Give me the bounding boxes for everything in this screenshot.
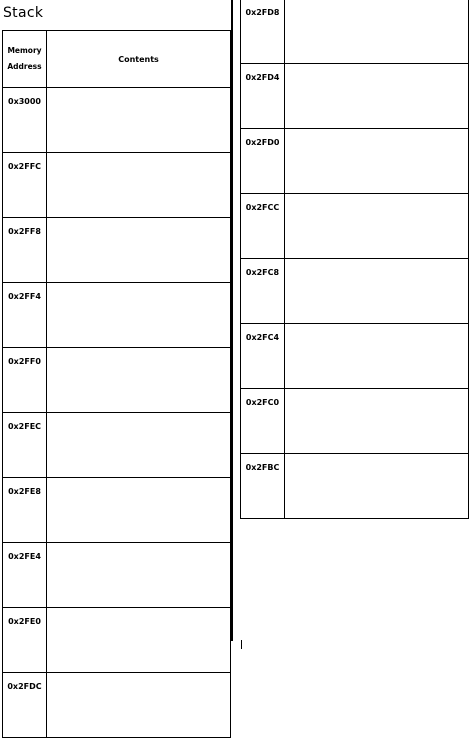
contents-cell[interactable] (285, 64, 469, 129)
table-row (3, 478, 231, 543)
memory-address-cell: 0x2FFC (3, 153, 47, 218)
table-row (241, 0, 469, 64)
contents-cell[interactable] (47, 608, 231, 673)
table-row (3, 153, 231, 218)
memory-address-cell: 0x2FC4 (241, 324, 285, 389)
memory-address-cell: 0x2FCC (241, 194, 285, 259)
contents-cell[interactable] (285, 324, 469, 389)
memory-address-cell: 0x2FF8 (3, 218, 47, 283)
contents-header: Contents (47, 31, 231, 88)
memory-address-cell: 0x2FE8 (3, 478, 47, 543)
table-row (241, 129, 469, 194)
contents-cell[interactable] (47, 88, 231, 153)
memory-address-cell: 0x3000 (3, 88, 47, 153)
table-row (3, 413, 231, 478)
memory-address-cell: 0x2FEC (3, 413, 47, 478)
contents-cell[interactable] (285, 194, 469, 259)
memory-address-cell: 0x2FF4 (3, 283, 47, 348)
contents-cell[interactable] (285, 129, 469, 194)
table-row (241, 64, 469, 129)
memory-address-cell: 0x2FD4 (241, 64, 285, 129)
memory-address-header (3, 31, 47, 88)
contents-cell[interactable] (47, 218, 231, 283)
table-row (241, 389, 469, 454)
table-row (241, 454, 469, 519)
stack-table-right (240, 0, 469, 519)
table-row (241, 324, 469, 389)
table-row (241, 194, 469, 259)
memory-address-cell: 0x2FDC (3, 673, 47, 738)
contents-cell[interactable] (285, 389, 469, 454)
memory-address-cell: 0x2FE4 (3, 543, 47, 608)
memory-address-cell: 0x2FE0 (3, 608, 47, 673)
contents-cell[interactable] (47, 153, 231, 218)
contents-cell[interactable] (47, 348, 231, 413)
contents-cell[interactable] (47, 478, 231, 543)
divider-tick (241, 640, 242, 649)
memory-address-cell: 0x2FF0 (3, 348, 47, 413)
memory-address-header-line2: Address (7, 62, 42, 71)
contents-cell[interactable] (47, 673, 231, 738)
table-header-row (3, 31, 231, 88)
contents-cell[interactable] (47, 283, 231, 348)
table-row (3, 88, 231, 153)
table-row (241, 259, 469, 324)
memory-address-cell: 0x2FD0 (241, 129, 285, 194)
memory-address-cell: 0x2FBC (241, 454, 285, 519)
table-row (3, 283, 231, 348)
table-row (3, 543, 231, 608)
contents-cell[interactable] (285, 454, 469, 519)
table-row (3, 348, 231, 413)
table-row (3, 673, 231, 738)
memory-address-header-line1: Memory (7, 46, 42, 55)
memory-address-cell: 0x2FD8 (241, 0, 285, 64)
contents-cell[interactable] (285, 259, 469, 324)
contents-cell[interactable] (47, 543, 231, 608)
stack-table-left (2, 30, 231, 738)
contents-cell[interactable] (285, 0, 469, 64)
column-divider (231, 0, 233, 641)
stack-rows-right (241, 0, 469, 519)
memory-address-cell: 0x2FC0 (241, 389, 285, 454)
table-row (3, 608, 231, 673)
page-title: Stack (3, 5, 44, 21)
memory-address-cell: 0x2FC8 (241, 259, 285, 324)
stack-rows-left (3, 88, 231, 738)
contents-cell[interactable] (47, 413, 231, 478)
table-row (3, 218, 231, 283)
